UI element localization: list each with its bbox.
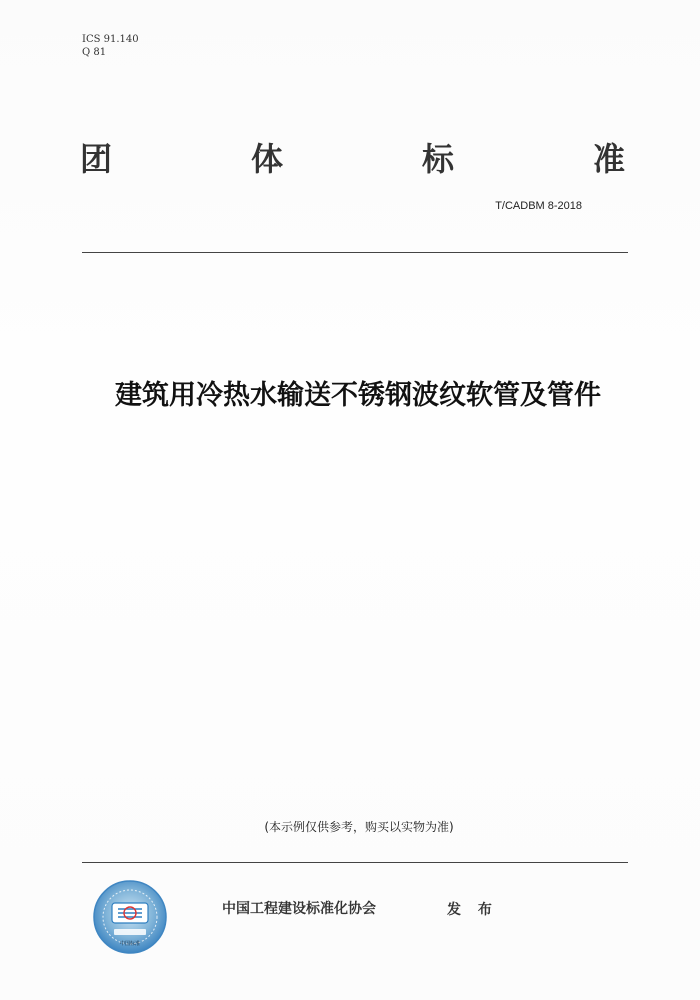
top-divider xyxy=(82,252,628,253)
heading-char: 团 xyxy=(80,140,113,178)
ccs-code: Q 81 xyxy=(82,47,107,58)
sample-disclaimer: (本示例仅供参考，购买以实物为准) xyxy=(264,820,454,834)
publisher-name: 中国工程建设标准化协会 xyxy=(222,901,376,917)
standard-code: T/CADBM 8-2018 xyxy=(495,200,582,212)
heading-char: 标 xyxy=(421,140,454,178)
ics-code: ICS 91.140 xyxy=(82,34,139,45)
heading-char: 准 xyxy=(592,140,625,178)
svg-text:中国标准: 中国标准 xyxy=(119,941,141,947)
heading-char: 体 xyxy=(250,140,283,178)
publish-label: 发 布 xyxy=(447,902,498,918)
bottom-divider xyxy=(82,862,628,863)
standard-type-heading xyxy=(80,132,625,182)
classification-codes xyxy=(82,33,139,59)
document-title: 建筑用冷热水输送不锈钢波纹软管及管件 xyxy=(115,380,601,411)
seal-logo-icon xyxy=(92,879,168,955)
